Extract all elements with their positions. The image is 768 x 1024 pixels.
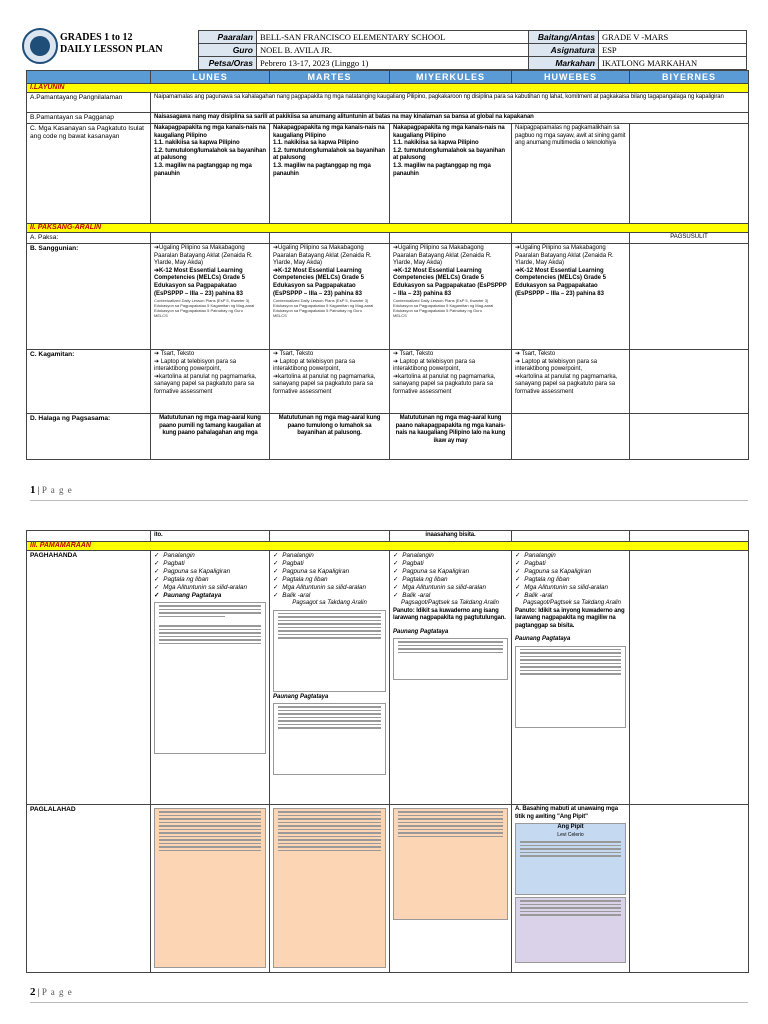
worksheet-image <box>273 703 386 775</box>
kagamitan-3: ➔kartolina at panulat ng pagmamarka, sanayang papel sa pagkatuto para sa formative assessment <box>154 373 257 395</box>
sanggunian-ref2: ➔K-12 Most Essential Learning Competencies (MELCs) Grade 5 Edukasyon sa Pagpapakatao (EsPSPPP – IIIa – 23) pahina 83 <box>154 267 246 297</box>
check-icon: ✓ <box>154 576 160 583</box>
checklist-text: Pagpuna sa Kapaligiran <box>524 568 592 575</box>
page-word-2: P a g e <box>41 987 73 997</box>
checklist-text: Mga Alituntunin sa silid-aralan <box>402 584 487 591</box>
halaga-wed: Matututunan ng mga mag-aaral kung paano nakapagpapakita ng mga kanais-nais na kaugaliang Pilipino lalo na kung ikaw ay may <box>390 414 512 460</box>
checklist-tue <box>273 552 386 600</box>
footer-rule-1 <box>30 500 748 501</box>
kasanayan-tue <box>270 124 390 224</box>
check-icon: ✓ <box>154 568 160 575</box>
section-pamamaraan: III. PAMAMARAAN <box>27 542 749 551</box>
check-icon: ✓ <box>273 576 279 583</box>
checklist-item <box>273 552 386 560</box>
dlp-title-line2: DAILY LESSON PLAN <box>60 44 163 55</box>
paglalahad-fri <box>630 805 749 973</box>
check-icon: ✓ <box>393 592 399 599</box>
check-icon: ✓ <box>393 584 399 591</box>
sanggunian-tue <box>270 244 390 350</box>
kagamitan-2: ➔ Laptop at telebisyon para sa interaktibong powerpoint, <box>515 358 598 373</box>
checklist-wed <box>393 552 508 600</box>
checklist-text: Mga Alituntunin sa silid-aralan <box>282 584 367 591</box>
checklist-item <box>154 592 266 600</box>
day-header-fri: BIYERNES <box>630 71 749 84</box>
checklist-item <box>154 584 266 592</box>
check-icon: ✓ <box>515 576 521 583</box>
kasanayan-3: 1.3. magiliw na pagtanggap ng mga panauhin <box>154 162 252 177</box>
worksheet-image <box>393 638 508 680</box>
checklist-item <box>393 568 508 576</box>
sanggunian-ref2: ➔K-12 Most Essential Learning Competencies (MELCs) Grade 5 Edukasyon sa Pagpapakatao (EsPSPPP – IIIa – 23) pahina 83 <box>273 267 365 297</box>
sanggunian-ref2: ➔K-12 Most Essential Learning Competencies (MELCs) Grade 5 Edukasyon sa Pagpapakatao (EsPSPPP – IIIa – 23) pahina 83 <box>515 267 607 297</box>
checklist-text: Paunang Pagtataya <box>163 592 222 599</box>
checklist-item <box>393 592 508 600</box>
sanggunian-ref2: ➔K-12 Most Essential Learning Competencies (MELCs) Grade 5 Edukasyon sa Pagpapakatao (EsPSPPP – IIIa – 23) pahina 83 <box>393 267 507 297</box>
quarter-label: Markahan <box>529 57 599 70</box>
kasanayan-fri <box>630 124 749 224</box>
check-icon: ✓ <box>273 560 279 567</box>
kasanayan-1: 1.1. nakikiisa sa kapwa Pilipino <box>273 140 359 147</box>
checklist-text: Balik -aral <box>282 592 311 599</box>
checklist-item <box>393 576 508 584</box>
lesson-plan-table-page2 <box>26 530 749 973</box>
paksa-mon <box>151 233 270 244</box>
checklist-text: Pagtala ng liban <box>163 576 209 583</box>
cont-thu <box>512 531 630 542</box>
header-info-table <box>198 30 747 70</box>
checklist-text: Pagbati <box>524 560 546 567</box>
kasanayan-main: Nakapagpapakita ng mga kanais-nais na kaugaliang Pilipino <box>273 125 385 139</box>
sanggunian-thu <box>512 244 630 350</box>
section-paksang-aralin: II. PAKSANG-ARALIN <box>27 224 749 233</box>
kasanayan-2: 1.2. tumutulong/lumalahok sa bayanihan at palusong <box>154 147 266 162</box>
check-icon: ✓ <box>273 568 279 575</box>
cont-label <box>27 531 151 542</box>
checklist-thu <box>515 552 626 600</box>
kasanayan-3: 1.3. magiliw na pagtanggap ng mga panauhin <box>273 162 371 177</box>
sanggunian-small1: Contextualized Daily Lesson Plans (EsP 5, Kwarter 3) <box>154 298 250 304</box>
checklist-item <box>273 592 386 600</box>
sanggunian-ref1: ➔Ugaling Pilipino sa Makabagong Paaralan Batayang Aklat (Zenaida R. Ylarde, May Akda) <box>154 245 253 267</box>
sanggunian-small2: Edukasyon sa Pagpapakatao 5 Kagamitan ng Mag-aaral <box>393 303 494 309</box>
date-label: Petsa/Oras <box>199 57 257 70</box>
wed-panuto: Panuto: Idikit sa kuwaderno ang isang larawang nagpapakita ng pagtutulungan. <box>393 607 506 622</box>
subject-value: ESP <box>599 44 747 57</box>
kasanayan-mon <box>151 124 270 224</box>
check-icon: ✓ <box>154 552 160 559</box>
check-icon: ✓ <box>393 576 399 583</box>
kagamitan-fri <box>630 350 749 414</box>
worksheet-image <box>154 808 266 968</box>
checklist-text: Panalangin <box>524 552 556 559</box>
paglalahad-thu <box>512 805 630 973</box>
checklist-text: Pagbati <box>163 560 185 567</box>
kasanayan-2: 1.2. tumutulong/lumalahok sa bayanihan at palusong <box>273 147 385 162</box>
label-paglalahad: PAGLALAHAD <box>27 805 151 973</box>
checklist-item <box>515 576 626 584</box>
checklist-text: Pagpuna sa Kapaligiran <box>282 568 350 575</box>
kagamitan-1: ➔ Tsart, Teksto <box>515 351 556 357</box>
wed-subheading-paunang-pagtataya: Paunang Pagtataya <box>393 628 449 635</box>
check-icon: ✓ <box>273 552 279 559</box>
halaga-mon: Matututunan ng mga mag-aaral kung paano pumili ng tamang kaugalian at kung paano pahalagahan ang mga <box>151 414 270 460</box>
checklist-item <box>393 584 508 592</box>
check-icon: ✓ <box>393 560 399 567</box>
sanggunian-fri <box>630 244 749 350</box>
date-value: Pebrero 13-17, 2023 (Linggo 1) <box>257 57 529 70</box>
teacher-label: Guro <box>199 44 257 57</box>
song-image <box>515 823 626 895</box>
sanggunian-small1: Contextualized Daily Lesson Plans (EsP 5, Kwarter 3) <box>393 298 489 304</box>
wed-subheading-takdang-aralin: Pagsagot/Pagtsek sa Takdang Aralin <box>401 600 499 606</box>
kagamitan-1: ➔ Tsart, Teksto <box>273 351 314 357</box>
day-header-mon: LUNES <box>151 71 270 84</box>
halaga-thu <box>512 414 630 460</box>
tue-subheading-takdang-aralin: Pagsagot sa Takdang Aralin <box>292 600 367 606</box>
page-footer-2: 2 | P a g e <box>30 986 73 998</box>
check-icon: ✓ <box>515 568 521 575</box>
kagamitan-2: ➔ Laptop at telebisyon para sa interaktibong powerpoint, <box>154 358 237 373</box>
kasanayan-main: Nakapagpapakita ng mga kanais-nais na kaugaliang Pilipino <box>393 125 505 139</box>
subject-label: Asignatura <box>529 44 599 57</box>
kagamitan-3: ➔kartolina at panulat ng pagmamarka, sanayang papel sa pagkatuto para sa formative assessment <box>515 373 618 395</box>
checklist-text: Mga Alituntunin sa silid-aralan <box>524 584 609 591</box>
label-paghahanda: PAGHAHANDA <box>27 551 151 805</box>
kasanayan-wed <box>390 124 512 224</box>
check-icon: ✓ <box>273 592 279 599</box>
page-number-1: 1 <box>30 484 36 496</box>
cont-wed: inaasahang bisita. <box>390 531 512 542</box>
kagamitan-mon <box>151 350 270 414</box>
kasanayan-thu: Naipagpapamalas ng pagkamalikhain sa pagbuo ng mga sayaw, awit at sining gamit ang anumang multimedia o teknolohiya <box>512 124 630 224</box>
check-icon: ✓ <box>515 560 521 567</box>
dlp-title <box>60 32 163 56</box>
label-paksa: A. Paksa: <box>27 233 151 244</box>
kasanayan-3: 1.3. magiliw na pagtanggap ng mga panauhin <box>393 162 491 177</box>
worksheet-image <box>273 808 386 968</box>
deped-seal-logo <box>22 28 58 64</box>
sanggunian-small3: Edukasyon sa Pagpapakatao 5 Patnubay ng Guro <box>154 308 243 314</box>
thu-subheading-takdang-aralin: Pagsagot/Pagtsek sa Takdang Aralin <box>523 600 621 606</box>
sanggunian-small1: Contextualized Daily Lesson Plans (EsP 5, Kwarter 3) <box>273 298 369 304</box>
sanggunian-small3: Edukasyon sa Pagpapakatao 5 Patnubay ng Guro <box>273 308 362 314</box>
worksheet-image <box>393 808 508 920</box>
kagamitan-2: ➔ Laptop at telebisyon para sa interaktibong powerpoint, <box>273 358 356 373</box>
sanggunian-small2: Edukasyon sa Pagpapakatao 5 Kagamitan ng Mag-aaral <box>154 303 255 309</box>
dlp-title-line1: GRADES 1 to 12 <box>60 32 133 43</box>
check-icon: ✓ <box>393 568 399 575</box>
checklist-item <box>273 576 386 584</box>
check-icon: ✓ <box>154 584 160 591</box>
checklist-item <box>515 560 626 568</box>
cont-mon: ito. <box>151 531 270 542</box>
check-icon: ✓ <box>515 584 521 591</box>
worksheet-image <box>515 897 626 963</box>
paghahanda-fri <box>630 551 749 805</box>
checklist-item <box>515 552 626 560</box>
day-header-thu: HUWEBES <box>512 71 630 84</box>
checklist-item <box>515 592 626 600</box>
thu-paglalahad-text: A. Basahing mabuti at unawaing mga titik ng awiting "Ang Pipit" <box>515 806 618 820</box>
quarter-value: IKATLONG MARKAHAN <box>599 57 747 70</box>
song-author: Levi Celerio <box>557 831 584 838</box>
page-number-2: 2 <box>30 986 36 998</box>
sanggunian-ref1: ➔Ugaling Pilipino sa Makabagong Paaralan Batayang Aklat (Zenaida R. Ylarde, May Akda) <box>515 245 614 267</box>
kasanayan-1: 1.1. nakikiisa sa kapwa Pilipino <box>154 140 240 147</box>
label-sanggunian: B. Sanggunian: <box>27 244 151 350</box>
label-halaga: D. Halaga ng Pagsasama: <box>27 414 151 460</box>
check-icon: ✓ <box>515 552 521 559</box>
checklist-text: Pagbati <box>282 560 304 567</box>
cont-tue <box>270 531 390 542</box>
paglalahad-mon <box>151 805 270 973</box>
grade-label: Baitang/Antas <box>529 31 599 44</box>
kagamitan-wed <box>390 350 512 414</box>
paksa-wed <box>390 233 512 244</box>
label-kagamitan: C. Kagamitan: <box>27 350 151 414</box>
song-title: Ang Pipit <box>557 824 584 831</box>
pamantayang-pangnilalaman-text: Naipamamalas ang pagunawa sa kahalagahan nang pagpapakita ng mga natatanging kaugaliang Pilipino, pagkakaroon ng disiplina para sa kabutihan ng lahat, komitment at pagkakaisa bilang tagapangalaga ng kapaligiran <box>151 93 749 113</box>
kagamitan-1: ➔ Tsart, Teksto <box>393 351 434 357</box>
thu-subheading-paunang-pagtataya: Paunang Pagtataya <box>515 636 571 643</box>
sanggunian-small4: MELCS <box>154 313 168 319</box>
checklist-item <box>154 560 266 568</box>
checklist-text: Mga Alituntunin sa silid-aralan <box>163 584 248 591</box>
day-header-wed: MIYERKULES <box>390 71 512 84</box>
kagamitan-3: ➔kartolina at panulat ng pagmamarka, sanayang papel sa pagkatuto para sa formative assessment <box>393 373 496 395</box>
check-icon: ✓ <box>273 584 279 591</box>
label-pamantayang-pangnilalaman: A.Pamantayang Pangnilalaman <box>27 93 151 113</box>
label-mga-kasanayan: C. Mga Kasanayan sa Pagkatuto Isulat ang code ng bawat kasanayan <box>27 124 151 224</box>
page-footer-1: 1 | P a g e <box>30 484 73 496</box>
check-icon: ✓ <box>154 592 160 599</box>
school-label: Paaralan <box>199 31 257 44</box>
worksheet-image <box>273 610 386 692</box>
kagamitan-3: ➔kartolina at panulat ng pagmamarka, sanayang papel sa pagkatuto para sa formative assessment <box>273 373 376 395</box>
sanggunian-ref1: ➔Ugaling Pilipino sa Makabagong Paaralan Batayang Aklat (Zenaida R. Ylarde, May Akda) <box>273 245 372 267</box>
paghahanda-tue <box>270 551 390 805</box>
check-icon: ✓ <box>154 560 160 567</box>
paghahanda-wed <box>390 551 512 805</box>
checklist-item <box>515 584 626 592</box>
checklist-text: Pagpuna sa Kapaligiran <box>402 568 470 575</box>
sanggunian-small3: Edukasyon sa Pagpapakatao 5 Patnubay ng Guro <box>393 308 482 314</box>
checklist-text: Balik -aral <box>524 592 553 599</box>
sanggunian-mon <box>151 244 270 350</box>
kagamitan-1: ➔ Tsart, Teksto <box>154 351 195 357</box>
sanggunian-small2: Edukasyon sa Pagpapakatao 5 Kagamitan ng Mag-aaral <box>273 303 374 309</box>
checklist-text: Panalangin <box>163 552 195 559</box>
label-pamantayan-sa-pagganap: B.Pamantayan sa Pagganap <box>27 113 151 124</box>
sanggunian-wed <box>390 244 512 350</box>
footer-rule-2 <box>30 1002 748 1003</box>
sanggunian-small4: MELCS <box>273 313 287 319</box>
halaga-fri <box>630 414 749 460</box>
thu-panuto: Panuto: Idikit sa inyong kuwaderno ang larawang nagpapakita ng magiliw na pagtanggap sa bisita. <box>515 607 625 629</box>
kasanayan-1: 1.1. nakikiisa sa kapwa Pilipino <box>393 140 479 147</box>
worksheet-image <box>154 602 266 754</box>
checklist-text: Balik -aral <box>402 592 431 599</box>
cont-fri <box>630 531 749 542</box>
paksa-thu <box>512 233 630 244</box>
paghahanda-mon <box>151 551 270 805</box>
page-word-1: P a g e <box>41 485 73 495</box>
halaga-tue: Matututunan ng mga mag-aaral kung paano tumulong o lumahok sa bayanihan at palusong. <box>270 414 390 460</box>
checklist-text: Pagpuna sa Kapaligiran <box>163 568 231 575</box>
checklist-item <box>393 560 508 568</box>
checklist-text: Panalangin <box>282 552 314 559</box>
day-header-tue: MARTES <box>270 71 390 84</box>
day-header-blank <box>27 71 151 84</box>
check-icon: ✓ <box>393 552 399 559</box>
checklist-text: Pagtala ng liban <box>524 576 570 583</box>
kagamitan-tue <box>270 350 390 414</box>
checklist-text: Pagtala ng liban <box>282 576 328 583</box>
kagamitan-2: ➔ Laptop at telebisyon para sa interaktibong powerpoint, <box>393 358 476 373</box>
checklist-item <box>273 568 386 576</box>
lesson-plan-table-page1 <box>26 70 749 460</box>
teacher-value: NOEL B. AVILA JR. <box>257 44 529 57</box>
kasanayan-main: Nakapagpapakita ng mga kanais-nais na kaugaliang Pilipino <box>154 125 266 139</box>
paglalahad-wed <box>390 805 512 973</box>
kagamitan-thu <box>512 350 630 414</box>
checklist-mon <box>154 552 266 600</box>
checklist-item <box>393 552 508 560</box>
section-layunin: I.LAYUNIN <box>27 84 749 93</box>
checklist-item <box>154 576 266 584</box>
school-value: BELL-SAN FRANCISCO ELEMENTARY SCHOOL <box>257 31 529 44</box>
checklist-text: Panalangin <box>402 552 434 559</box>
tue-subheading-paunang-pagtataya: Paunang Pagtataya <box>273 693 329 700</box>
checklist-item <box>154 552 266 560</box>
checklist-item <box>515 568 626 576</box>
checklist-item <box>273 560 386 568</box>
grade-value: GRADE V -MARS <box>599 31 747 44</box>
kasanayan-2: 1.2. tumutulong/lumalahok sa bayanihan at palusong <box>393 147 505 162</box>
checklist-item <box>154 568 266 576</box>
checklist-text: Pagtala ng liban <box>402 576 448 583</box>
paksa-fri: PAGSUSULIT <box>630 233 749 244</box>
check-icon: ✓ <box>515 592 521 599</box>
sanggunian-ref1: ➔Ugaling Pilipino sa Makabagong Paaralan Batayang Aklat (Zenaida R. Ylarde, May Akda) <box>393 245 492 267</box>
sanggunian-small4: MELCS <box>393 313 407 319</box>
worksheet-image <box>515 646 626 728</box>
checklist-item <box>273 584 386 592</box>
paglalahad-tue <box>270 805 390 973</box>
pamantayan-sa-pagganap-text: Naisasagawa nang may disiplina sa sarili at pakikiisa sa anumang alituntunin at batas na may kinalaman sa bansa at global na kapakanan <box>151 113 749 124</box>
checklist-text: Pagbati <box>402 560 424 567</box>
paghahanda-thu <box>512 551 630 805</box>
paksa-tue <box>270 233 390 244</box>
